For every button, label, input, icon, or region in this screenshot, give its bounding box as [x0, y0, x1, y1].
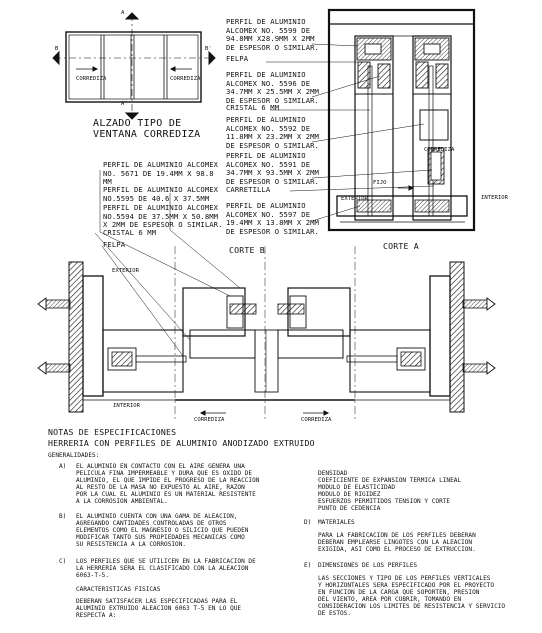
note-b-marker: B)	[59, 513, 67, 520]
notes-properties-list: DENSIDAD COEFICIENTE DE EXPANSION TERMICA LINEAL MODULO DE ELASTICIDAD MODULO DE RIGIDEZ ESFUERZOS PERMITIDOS TENSION Y CORTE PUNTO DE CEDENCIA	[318, 470, 462, 513]
callout-line: PERFIL DE ALUMINIO	[226, 201, 306, 210]
elevation-title-line2: VENTANA CORREDIZA	[93, 129, 201, 140]
callout-perfil-5671	[103, 161, 218, 187]
note-d-title: MATERIALES	[318, 519, 355, 526]
callout-perfil-5594	[103, 204, 223, 230]
callout-line: DE ESPESOR O SIMILAR.	[226, 95, 319, 105]
note-c-text: LOS PERFILES QUE SE UTILICEN EN LA FABRICACION DE LA HERRERIA SERA EL CLASIFICADO CON LA ALEACION 6063-T-5.	[76, 558, 256, 580]
section-b-interior: INTERIOR	[113, 403, 140, 409]
notes-heading: NOTAS DE ESPECIFICACIONES	[48, 427, 177, 437]
callout-felpa-left: FELPA	[103, 240, 126, 249]
notes-caracteristicas: CARACTERISTICAS FISICAS	[76, 586, 161, 593]
callout-line: ALCOMEX NO. 5597 DE	[226, 209, 311, 219]
callout-line: NO. 5671 DE 19.4MM X 98.8	[103, 168, 214, 178]
marker-a-top: A	[121, 10, 125, 16]
callout-perfil-5595	[103, 186, 218, 203]
callout-line: X 2MM DE ESPESOR O SIMILAR.	[103, 220, 223, 230]
callout-line: PERFIL DE ALUMINIO ALCOMEX	[103, 185, 219, 194]
elevation-title-line1: ALZADO TIPO DE	[93, 118, 182, 129]
callout-line: ALCOMEX NO. 5599 DE	[226, 25, 311, 35]
section-a-corrediza: CORREDIZA	[424, 147, 455, 153]
callout-line: DE ESPESOR O SIMILAR.	[226, 42, 319, 52]
callout-line: PERFIL DE ALUMINIO ALCOMEX	[103, 160, 219, 169]
section-a-interior: INTERIOR	[481, 195, 508, 201]
section-b-drawing	[38, 246, 495, 420]
callout-line: NO.5595 DE 40.6 X 37.5MM	[103, 193, 210, 203]
callout-line: PERFIL DE ALUMINIO	[226, 115, 306, 124]
note-e-title: DIMENSIONES DE LOS PERFILES	[318, 562, 418, 569]
callout-felpa-top: FELPA	[226, 54, 249, 63]
callout-line: DE ESPESOR O SIMILAR.	[226, 226, 319, 236]
callout-line: 34.7MM X 93.5MM X 2MM	[226, 168, 319, 178]
note-b-text: EL ALUMINIO CUENTA CON UNA GAMA DE ALEACION, AGREGANDO CANTIDADES CONTROLADAS DE OTROS ELEMENTOS COMO EL MAGNESIO O SILICIO QUE PUEDEN MODIFICAR TANTO SUS PROPIEDADES MECANICAS COMO SU RESISTENCIA A LA CORROSION.	[76, 513, 249, 549]
callout-line: PERFIL DE ALUMINIO	[226, 70, 306, 79]
note-a-marker: A)	[59, 463, 67, 470]
callout-perfil-5596	[226, 71, 319, 105]
callout-line: PERFIL DE ALUMINIO	[226, 17, 306, 26]
elevation-label-left: CORREDIZA	[76, 76, 107, 82]
note-d-marker: D)	[304, 519, 312, 526]
note-e-text: LAS SECCIONES Y TIPO DE LOS PERFILES VERTICALES Y HORIZONTALES SERA ESPECIFICADO POR EL PROYECTO EN FUNCION DE LA CARGA QUE SOPORTEN, PRESION DEL VIENTO, AREA POR CUBRIR, TOMANDO EN CONSIDERACION LOS LIMITES DE RESISTENCIA Y SERVICIO DE ESTOS.	[318, 575, 506, 618]
section-b-exterior: EXTERIOR	[112, 268, 139, 274]
callout-line: 11.8MM X 23.2MM X 2MM	[226, 132, 319, 142]
callout-carretilla: CARRETILLA	[226, 185, 271, 194]
callout-perfil-5591	[226, 152, 319, 186]
note-c-marker: C)	[59, 558, 67, 565]
callout-line: PERFIL DE ALUMINIO	[226, 151, 306, 160]
callout-cristal-left: CRISTAL 6 MM	[103, 228, 157, 237]
elevation-label-right: CORREDIZA	[170, 76, 201, 82]
notes-caracteristicas-text: DEBERAN SATISFACER LAS ESPECIFICADAS PARA EL ALUMINIO EXTRUIDO ALEACION 6063 T-5 EN LO QUE RESPECTA A:	[76, 598, 242, 620]
callout-line: 34.7MM X 25.5MM X 2MM	[226, 87, 319, 97]
marker-b-right: B'	[205, 46, 212, 52]
callout-perfil-5597	[226, 202, 319, 236]
callout-line: DE ESPESOR O SIMILAR.	[226, 140, 319, 150]
callout-line: 94.8MM X28.9MM X 2MM	[226, 34, 315, 44]
callout-line: NO.5594 DE 37.5MM X 50.8MM	[103, 211, 219, 221]
callout-perfil-5599	[226, 18, 319, 52]
section-a-exterior: EXTERIOR	[341, 196, 368, 202]
section-b-title: CORTE B	[229, 245, 265, 255]
callout-line: ALCOMEX NO. 5596 DE	[226, 78, 311, 88]
elevation-title	[93, 118, 200, 140]
notes-subheading: HERRERIA CON PERFILES DE ALUMINIO ANODIZADO EXTRUIDO	[48, 438, 315, 448]
callout-line: PERFIL DE ALUMINIO ALCOMEX	[103, 203, 219, 212]
note-d-text: PARA LA FABRICACION DE LOS PERFILES DEBERAN DEBERAN EMPLEARSE LINGOTES CON LA ALEACION EXIGIDA, ASI COMO EL PROCESO DE EXTRUCCION.	[318, 532, 476, 554]
section-b-corrediza-left: CORREDIZA	[194, 417, 225, 423]
callout-line: 19.4MM X 13.8MM X 2MM	[226, 218, 319, 228]
note-e-marker: E)	[304, 562, 312, 569]
section-a-title: CORTE A	[383, 241, 419, 251]
callout-line: DE ESPESOR O SIMILAR.	[226, 176, 319, 186]
callout-perfil-5592	[226, 116, 319, 150]
callout-line: MM	[103, 177, 112, 187]
marker-a-bottom: A'	[121, 101, 128, 107]
callout-cristal-top: CRISTAL 6 MM	[226, 103, 280, 112]
marker-b-left: B	[55, 46, 59, 52]
note-a-text: EL ALUMINIO EN CONTACTO CON EL AIRE GENERA UNA PELICULA FINA IMPERMEABLE Y DURA QUE ES OXIDO DE ALUMINIO, EL QUE IMPIDE EL PROGRESO DE LA REACCION AL RESTO DE LA MASA NO EXPUESTO AL AIRE, RAZON POR LA CUAL EL ALUMINIO ES UN MATERIAL RESISTENTE A LA CORROSION AMBIENTAL.	[76, 463, 260, 506]
section-a-fijo: FIJO	[373, 180, 387, 186]
section-b-corrediza-right: CORREDIZA	[301, 417, 332, 423]
callout-line: ALCOMEX NO. 5592 DE	[226, 123, 311, 133]
elevation-drawing	[53, 13, 215, 119]
callout-line: ALCOMEX NO. 5591 DE	[226, 159, 311, 169]
notes-generalidades: GENERALIDADES:	[48, 452, 100, 459]
